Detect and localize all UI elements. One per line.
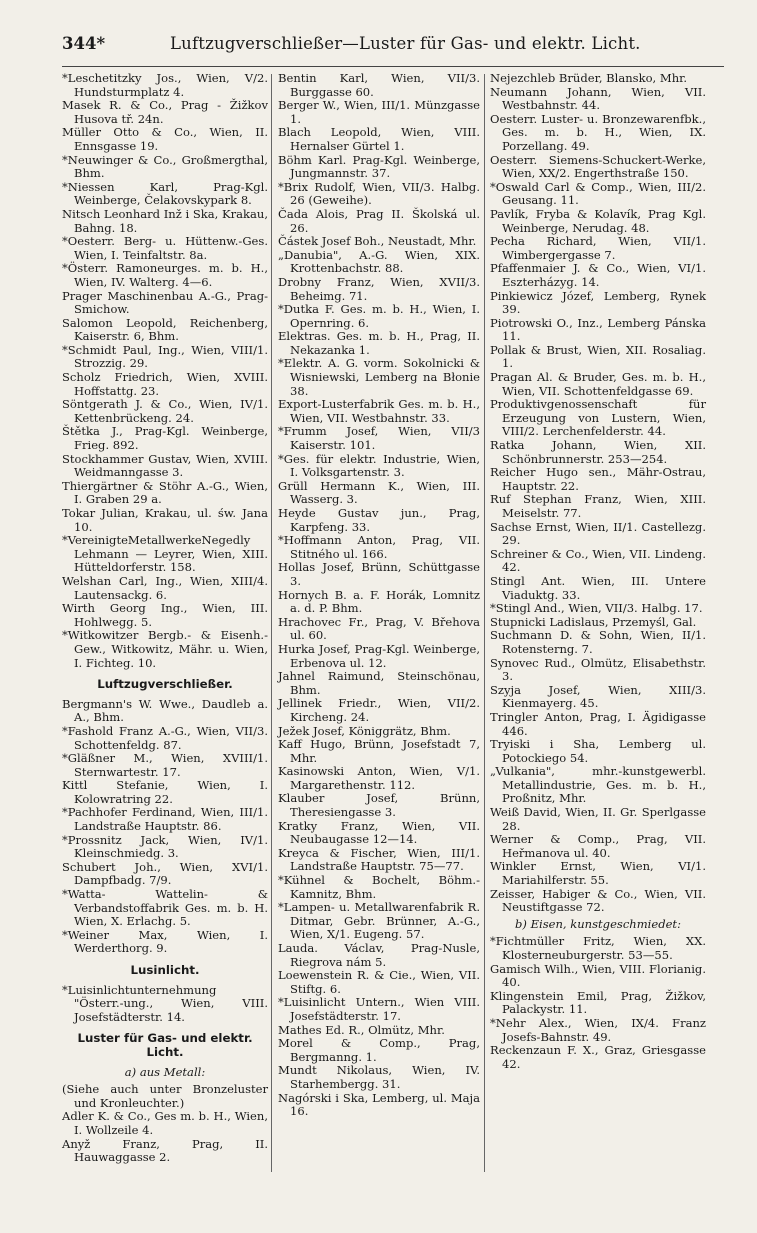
directory-entry: Reckenzaun F. X., Graz, Griesgasse 42. — [490, 1043, 706, 1071]
directory-entry: Loewenstein R. & Cie., Wien, VII. Stiftg. 6. — [278, 968, 480, 996]
column-middle — [278, 72, 480, 1119]
directory-entry: *Kühnel & Bochelt, Böhm.-Kamnitz, Bhm. — [278, 873, 480, 901]
directory-entry: *Pachhofer Ferdinand, Wien, III/1. Landstraße Hauptstr. 86. — [62, 805, 268, 834]
directory-entry: Suchmann D. & Sohn, Wien, II/1. Rotensterng. 7. — [490, 628, 706, 656]
directory-entry: Export-Lusterfabrik Ges. m. b. H., Wien, VII. Westbahnstr. 33. — [278, 397, 480, 425]
column-right — [490, 72, 706, 1071]
directory-entry: Prager Maschinenbau A.-G., Prag-Smichow. — [62, 288, 268, 317]
directory-entry: *Gläßner M., Wien, XVIII/1. Sternwartestr. 17. — [62, 751, 268, 779]
directory-entry: *Fashold Franz A.-G., Wien, VII/3. Schottenfeldg. 87. — [62, 723, 268, 752]
directory-entry: *Schmidt Paul, Ing., Wien, VIII/1. Strozzig. 29. — [62, 342, 268, 371]
directory-entry: *Frumm Josef, Wien, VII/3 Kaiserstr. 101. — [278, 424, 480, 453]
directory-entry: *Weiner Max, Wien, I. Werderthorg. 9. — [62, 927, 268, 956]
directory-entry: Piotrowski O., Inz., Lemberg Pánska 11. — [490, 315, 706, 344]
directory-entry: Pollak & Brust, Wien, XII. Rosaliag. 1. — [490, 342, 706, 371]
directory-entry: Grüll Hermann K., Wien, III. Wasserg. 3. — [278, 478, 480, 507]
directory-entry: *Neuwinger & Co., Großmergthal, Bhm. — [62, 152, 268, 181]
directory-entry: Winkler Ernst, Wien, VI/1. Mariahilferstr. 55. — [490, 859, 706, 888]
directory-entry: *Leschetitzky Jos., Wien, V/2. Hundsturmplatz 4. — [62, 71, 268, 99]
directory-entry: Kratky Franz, Wien, VII. Neubaugasse 12—14. — [278, 818, 480, 847]
directory-entry: Wirth Georg Ing., Wien, III. Hohlwegg. 5. — [62, 601, 268, 629]
directory-entry: *Nehr Alex., Wien, IX/4. Franz Josefs-Bahnstr. 49. — [490, 1015, 706, 1044]
directory-entry: Ruf Stephan Franz, Wien, XIII. Meiselstr. 77. — [490, 492, 706, 520]
directory-entry: Anyž Franz, Prag, II. Hauwaggasse 2. — [62, 1136, 268, 1165]
directory-entry: *Oswald Carl & Comp., Wien, III/2. Geusang. 11. — [490, 179, 706, 208]
directory-entry: Welshan Carl, Ing., Wien, XIII/4. Lautensackg. 6. — [62, 573, 268, 602]
directory-entry: Schreiner & Co., Wien, VII. Lindeng. 42. — [490, 546, 706, 575]
column-left — [62, 72, 268, 1165]
directory-entry: Bentin Karl, Wien, VII/3. Burggasse 60. — [278, 71, 480, 99]
directory-entry: Berger W., Wien, III/1. Münzgasse 1. — [278, 98, 480, 126]
page-title: Luftzugverschließer—Luster für Gas- und elektr. Licht. — [170, 34, 641, 53]
directory-entry: Oesterr. Siemens-Schuckert-Werke, Wien, XX/2. Engerthstraße 150. — [490, 152, 706, 181]
directory-entry: Schubert Joh., Wien, XVI/1. Dampfbadg. 7/9. — [62, 859, 268, 888]
directory-entry: „Vulkania", mhr.-kunstgewerbl. Metallindustrie, Ges. m. b. H., Proßnitz, Mhr. — [490, 764, 706, 806]
directory-entry: *Dutka F. Ges. m. b. H., Wien, I. Opernring. 6. — [278, 302, 480, 330]
directory-entry: *Lampen- u. Metallwarenfabrik R. Ditmar, Gebr. Brünner, A.-G., Wien, X/1. Eugeng. 57. — [278, 900, 480, 942]
directory-entry: *VereinigteMetallwerkeNegedly Lehmann — Leyrer, Wien, XIII. Hütteldorferstr. 158. — [62, 533, 268, 575]
directory-entry: Kreyca & Fischer, Wien, III/1. Landstraße Hauptstr. 75—77. — [278, 845, 480, 874]
directory-entry: Pecha Richard, Wien, VII/1. Wimbergergasse 7. — [490, 234, 706, 262]
directory-entry: *Fichtmüller Fritz, Wien, XX. Klosterneuburgerstr. 53—55. — [490, 934, 706, 962]
directory-entry: Tokar Julian, Krakau, ul. św. Jana 10. — [62, 506, 268, 534]
directory-entry: Weiß David, Wien, II. Gr. Sperlgasse 28. — [490, 805, 706, 833]
directory-entry: Klingenstein Emil, Prag, Žižkov, Palackystr. 11. — [490, 988, 706, 1017]
directory-entry: Stockhammer Gustav, Wien, XVIII. Weidmanngasse 3. — [62, 451, 268, 480]
directory-entry: *Brix Rudolf, Wien, VII/3. Halbg. 26 (Geweihe). — [278, 179, 480, 208]
directory-entry: *Elektr. A. G. vorm. Sokolnicki & Wisniewski, Lemberg na Błonie 38. — [278, 356, 480, 398]
directory-entry: Scholz Friedrich, Wien, XVIII. Hoffstattg. 23. — [62, 370, 268, 398]
directory-entry: Gamisch Wilh., Wien, VIII. Florianig. 40. — [490, 961, 706, 990]
directory-entry: *Hoffmann Anton, Prag, VII. Stitného ul. 166. — [278, 533, 480, 561]
directory-entry: Pinkiewicz Józef, Lemberg, Rynek 39. — [490, 288, 706, 317]
directory-entry: Hollas Josef, Brünn, Schüttgasse 3. — [278, 560, 480, 588]
directory-entry: Nagórski i Ska, Lemberg, ul. Maja 16. — [278, 1090, 480, 1119]
column-divider — [484, 74, 485, 1172]
directory-entry: *Oesterr. Berg- u. Hüttenw.-Ges. Wien, I. Teinfaltstr. 8a. — [62, 234, 268, 262]
directory-entry: Tryiski i Sha, Lemberg ul. Potockiego 54. — [490, 737, 706, 765]
directory-entry: Hrachovec Fr., Prag, V. Břehova ul. 60. — [278, 614, 480, 643]
directory-entry: Blach Leopold, Wien, VIII. Hernalser Gürtel 1. — [278, 125, 480, 153]
directory-entry: Mathes Ed. R., Olmütz, Mhr. — [278, 1022, 445, 1037]
directory-entry: Kasinowski Anton, Wien, V/1. Margarethenstr. 112. — [278, 764, 480, 792]
directory-entry: *Luisinlicht Untern., Wien VIII. Josefstädterstr. 17. — [278, 995, 480, 1023]
subheading-metall: a) aus Metall: — [124, 1064, 206, 1079]
directory-entry: Drobny Franz, Wien, XVII/3. Beheimg. 71. — [278, 274, 480, 303]
directory-entry: *Niessen Karl, Prag-Kgl. Weinberge, Čelakovskypark 8. — [62, 179, 268, 208]
directory-entry: Synovec Rud., Olmütz, Elisabethstr. 3. — [490, 655, 706, 684]
directory-entry: *Witkowitzer Bergb.- & Eisenh.-Gew., Witkowitz, Mähr. u. Wien, I. Fichteg. 10. — [62, 628, 268, 670]
directory-entry: Tringler Anton, Prag, I. Ägidigasse 446. — [490, 709, 706, 738]
directory-entry: Jahnel Raimund, Steinschönau, Bhm. — [278, 669, 480, 697]
directory-entry: Böhm Karl. Prag-Kgl. Weinberge, Jungmannstr. 37. — [278, 152, 480, 181]
column-divider — [271, 74, 272, 1172]
directory-entry: Szyja Josef, Wien, XIII/3. Kienmayerg. 45. — [490, 682, 706, 711]
directory-entry: *Prossnitz Jack, Wien, IV/1. Kleinschmiedg. 3. — [62, 832, 268, 861]
directory-entry: Klauber Josef, Brünn, Theresiengasse 3. — [278, 791, 480, 820]
directory-entry: Čada Alois, Prag II. Školská ul. 26. — [278, 206, 480, 235]
directory-entry: *Österr. Ramoneurges. m. b. H., Wien, IV. Walterg. 4—6. — [62, 261, 268, 289]
directory-entry: Štětka J., Prag-Kgl. Weinberge, Frieg. 892. — [62, 424, 268, 453]
page-header — [62, 34, 702, 60]
directory-entry: Nitsch Leonhard Inž i Ska, Krakau, Bahng. 18. — [62, 206, 268, 235]
page-number: 344* — [62, 34, 106, 53]
directory-entry: *Luisinlichtunternehmung "Österr.-ung., Wien, VIII. Josefstädterstr. 14. — [62, 982, 268, 1024]
directory-entry: Jellinek Friedr., Wien, VII/2. Kircheng. 24. — [278, 696, 480, 724]
directory-entry: Elektras. Ges. m. b. H., Prag, II. Nekazanka 1. — [278, 329, 480, 357]
section-heading-lusinlicht: Lusinlicht. — [130, 963, 200, 977]
directory-entry: Nejezchleb Brüder, Blansko, Mhr. — [490, 71, 688, 85]
directory-entry: Thiergärtner & Stöhr A.-G., Wien, I. Graben 29 a. — [62, 478, 268, 507]
directory-entry: Hornych B. a. F. Horák, Lomnitz a. d. P. Bhm. — [278, 587, 480, 616]
directory-entry: Částek Josef Boh., Neustadt, Mhr. — [278, 234, 477, 249]
directory-entry: Morel & Comp., Prag, Bergmanng. 1. — [278, 1036, 480, 1064]
section-heading-luftzugverschliesser: Luftzugverschließer. — [97, 677, 233, 692]
directory-entry: Werner & Comp., Prag, VII. Heřmanova ul. 40. — [490, 832, 706, 860]
directory-entry: Salomon Leopold, Reichenberg, Kaiserstr. 6, Bhm. — [62, 315, 268, 344]
directory-entry: Masek R. & Co., Prag - Žižkov Husova tř. 24n. — [62, 98, 268, 126]
directory-entry: Ježek Josef, Königgrätz, Bhm. — [278, 723, 451, 738]
directory-entry: *Watta- Wattelin- & Verbandstoffabrik Ges. m. b. H. Wien, X. Erlachg. 5. — [62, 887, 268, 929]
directory-entry: (Siehe auch unter Bronzeluster und Kronleuchter.) — [62, 1082, 268, 1110]
directory-entry: Stupnicki Ladislaus, Przemyśl, Gal. — [490, 614, 697, 629]
directory-entry: Pavlík, Fryba & Kolavík, Prag Kgl. Weinberge, Nerudag. 48. — [490, 206, 706, 235]
subheading-eisen: b) Eisen, kunstgeschmiedet: — [515, 916, 681, 931]
directory-entry: „Danubia", A.-G. Wien, XIX. Krottenbachstr. 88. — [278, 247, 480, 276]
directory-entry: Pragan Al. & Bruder, Ges. m. b. H., Wien, VII. Schottenfeldgasse 69. — [490, 370, 706, 398]
directory-entry: Oesterr. Luster- u. Bronzewarenfbk., Ges. m. b. H., Wien, IX. Porzellang. 49. — [490, 111, 706, 153]
directory-entry: Kittl Stefanie, Wien, I. Kolowratring 22. — [62, 778, 268, 806]
directory-entry: Pfaffenmaier J. & Co., Wien, VI/1. Eszterházyg. 14. — [490, 261, 706, 289]
directory-entry: Sachse Ernst, Wien, II/1. Castellezg. 29. — [490, 519, 706, 548]
directory-entry: Söntgerath J. & Co., Wien, IV/1. Kettenbrückeng. 24. — [62, 397, 268, 425]
directory-entry: Mundt Nikolaus, Wien, IV. Starhembergg. 31. — [278, 1063, 480, 1091]
directory-entry: Bergmann's W. Wwe., Daudleb a. A., Bhm. — [62, 696, 268, 725]
directory-entry: *Stingl And., Wien, VII/3. Halbg. 17. — [490, 601, 703, 616]
directory-entry: Müller Otto & Co., Wien, II. Ennsgasse 19. — [62, 125, 268, 153]
directory-entry: *Ges. für elektr. Industrie, Wien, I. Volksgartenstr. 3. — [278, 451, 480, 480]
directory-entry: Heyde Gustav jun., Prag, Karpfeng. 33. — [278, 506, 480, 534]
directory-entry: Stingl Ant. Wien, III. Untere Viaduktg. 33. — [490, 573, 706, 602]
directory-entry: Neumann Johann, Wien, VII. Westbahnstr. 44. — [490, 84, 706, 113]
directory-entry: Ratka Johann, Wien, XII. Schönbrunnerstr. 253—254. — [490, 438, 706, 466]
directory-entry: Lauda. Václav, Prag-Nusle, Riegrova nám 5. — [278, 941, 480, 969]
directory-entry: Kaff Hugo, Brünn, Josefstadt 7, Mhr. — [278, 737, 480, 765]
directory-entry: Hurka Josef, Prag-Kgl. Weinberge, Erbenova ul. 12. — [278, 641, 480, 670]
directory-entry: Produktivgenossenschaft für Erzeugung von Lustern, Wien, VIII/2. Lerchenfelderstr. 44. — [490, 397, 706, 439]
directory-entry: Adler K. & Co., Ges m. b. H., Wien, I. Wollzeile 4. — [62, 1109, 268, 1137]
directory-entry: Zeisser, Habiger & Co., Wien, VII. Neustiftgasse 72. — [490, 886, 706, 915]
section-heading-luster: Luster für Gas- und elektr. Licht. — [77, 1031, 253, 1059]
directory-entry: Reicher Hugo sen., Mähr-Ostrau, Hauptstr. 22. — [490, 465, 706, 493]
header-rule — [62, 66, 724, 67]
